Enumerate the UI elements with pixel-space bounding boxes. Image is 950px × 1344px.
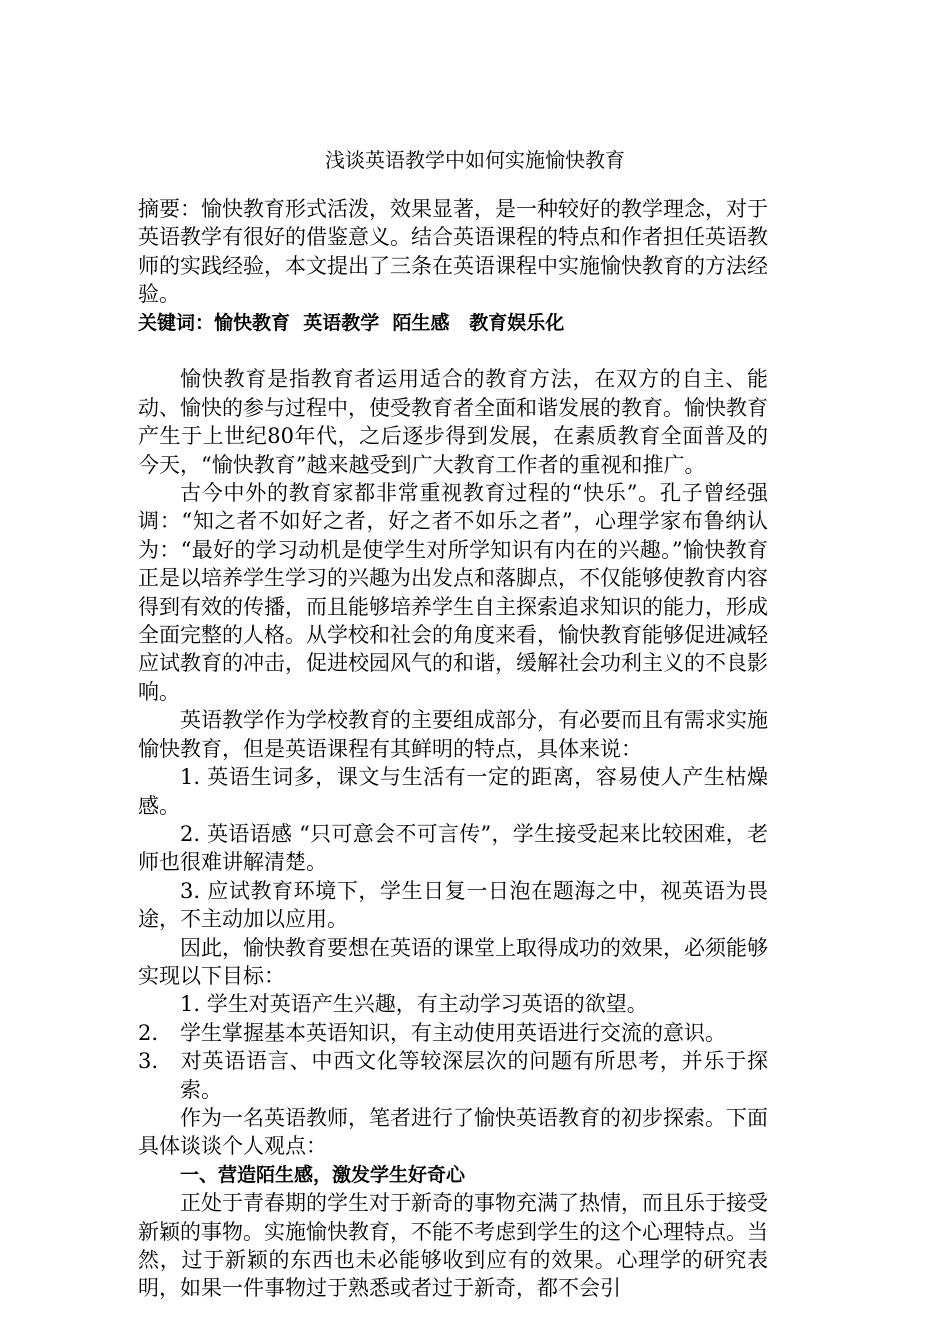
document-title: 浅谈英语教学中如何实施愉快教育 xyxy=(325,148,625,172)
goal-number-3: 3. xyxy=(138,1049,159,1074)
feature-item-2: 2. 英语语感 “只可意会不可言传”，学生接受起来比较困难，老师也很难讲解清楚。 xyxy=(138,821,768,875)
goal-number-2: 2. xyxy=(138,1020,159,1045)
goal-item-1: 1. 学生对英语产生兴趣，有主动学习英语的欲望。 xyxy=(180,992,648,1017)
goal-item-2 xyxy=(138,1019,768,1047)
goal-text-3: 对英语语言、中西文化等较深层次的问题有所思考，并乐于探索。 xyxy=(180,1049,768,1102)
feature-item-1: 1. 英语生词多，课文与生活有一定的距离，容易使人产生枯燥感。 xyxy=(138,765,768,818)
feature-item-3: 3. 应试教育环境下，学生日复一日泡在题海之中，视英语为畏途，不主动加以应用。 xyxy=(138,878,768,932)
document-body xyxy=(138,195,768,1303)
goal-text-2: 学生掌握基本英语知识，有主动使用英语进行交流的意识。 xyxy=(180,1020,726,1045)
paragraph-novelty: 正处于青春期的学生对于新奇的事物充满了热情，而且乐于接受新颖的事物。实施愉快教育，不能不考虑到学生的这个心理特点。当然，过于新颖的东西也未必能够收到应有的效果。心理学的研究表明，如果一件事物过于熟悉或者过于新奇，都不会引 xyxy=(138,1191,768,1301)
paragraph-author-view: 作为一名英语教师，笔者进行了愉快英语教育的初步探索。下面具体谈谈个人观点： xyxy=(138,1105,768,1159)
keywords: 关键词：愉快教育 英语教学 陌生感 教育娱乐化 xyxy=(138,311,565,334)
paragraph-educators: 古今中外的教育家都非常重视教育过程的“快乐”。孔子曾经强调：“知之者不如好之者，好之者不如乐之者”，心理学家布鲁纳认为：“最好的学习动机是使学生对所学知识有内在的兴趣。”愉快教育正是以培养学生学习的兴趣为出发点和落脚点，不仅能够使教育内容得到有效的传播，而且能够培养学生自主探索追求知识的能力，形成全面完整的人格。从学校和社会的角度来看，愉快教育能够促进减轻应试教育的冲击，促进校园风气的和谐，缓解社会功利主义的不良影响。 xyxy=(138,481,768,704)
section-heading-1: 一、营造陌生感，激发学生好奇心 xyxy=(180,1163,466,1186)
blank-line xyxy=(138,337,768,365)
paragraph-goals-intro: 因此，愉快教育要想在英语的课堂上取得成功的效果，必须能够实现以下目标： xyxy=(138,935,768,988)
abstract: 摘要：愉快教育形式活泼，效果显著，是一种较好的教学理念，对于英语教学有很好的借鉴意义。结合英语课程的特点和作者担任英语教师的实践经验，本文提出了三条在英语课程中实施愉快教育的方法经验。 xyxy=(138,197,768,307)
paragraph-intro: 愉快教育是指教育者运用适合的教育方法，在双方的自主、能动、愉快的参与过程中，使受教育者全面和谐发展的教育。愉快教育产生于上世纪80年代，之后逐步得到发展，在素质教育全面普及的今天，“愉快教育”越来越受到广大教育工作者的重视和推广。 xyxy=(138,367,768,477)
goal-item-3 xyxy=(138,1047,768,1104)
paragraph-english-features: 英语教学作为学校教育的主要组成部分，有必要而且有需求实施愉快教育，但是英语课程有其鲜明的特点，具体来说： xyxy=(138,708,768,761)
